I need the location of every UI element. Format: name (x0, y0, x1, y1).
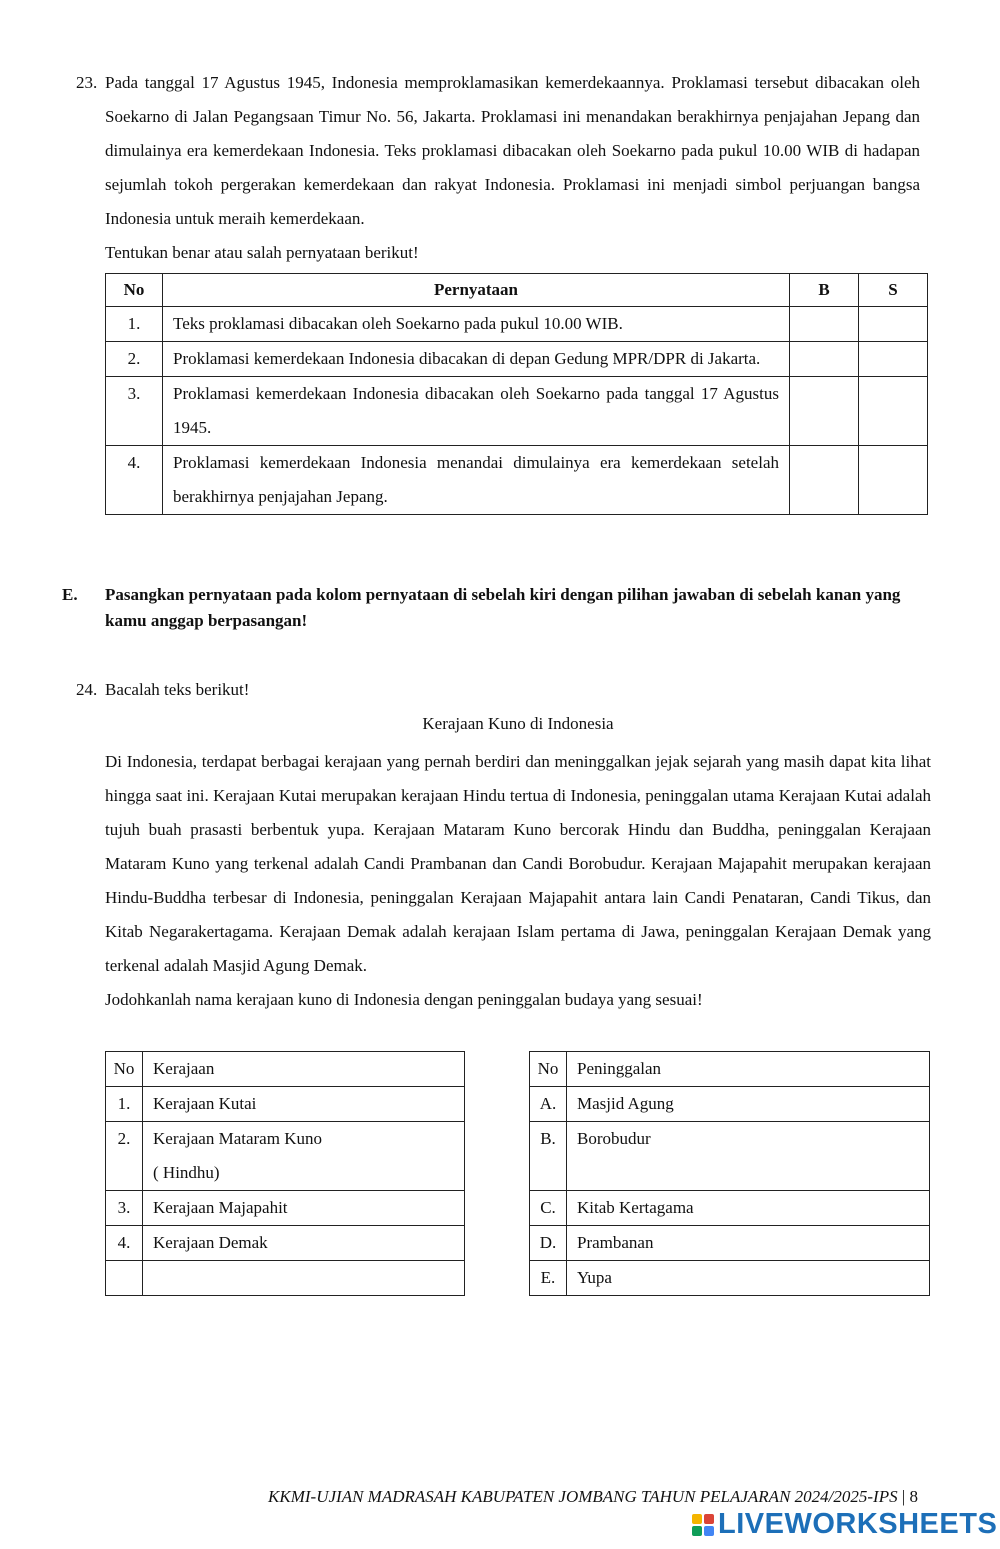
table-header-row (530, 1052, 930, 1087)
false-answer-cell[interactable] (859, 342, 928, 377)
false-answer-cell[interactable] (859, 446, 928, 515)
true-answer-cell[interactable] (790, 446, 859, 515)
header-true: B (790, 274, 859, 307)
heritage-table (529, 1051, 930, 1296)
question-number: 24. (76, 680, 98, 699)
table-row (106, 377, 928, 446)
question-23 (76, 66, 920, 270)
true-false-table (105, 273, 928, 515)
row-letter: D. (530, 1226, 567, 1261)
true-answer-cell[interactable] (790, 377, 859, 446)
false-answer-cell[interactable] (859, 377, 928, 446)
heritage-name: Kitab Kertagama (567, 1191, 930, 1226)
true-answer-cell[interactable] (790, 342, 859, 377)
reading-paragraph: Di Indonesia, terdapat berbagai kerajaan yang pernah berdiri dan meninggalkan jejak sejarah yang masih dapat kita lihat hingga saat ini. Kerajaan Kutai merupakan kerajaan Hindu tertua di Indonesia, peninggalan utama Kerajaan Kutai adalah tujuh buah prasasti berbentuk yupa. Kerajaan Mataram Kuno bercorak Hindu dan Buddha, peninggalan Kerajaan Mataram Kuno yang terkenal adalah Candi Prambanan dan Candi Borobudur. Kerajaan Majapahit merupakan kerajaan Hindu-Buddha terbesar di Indonesia, peninggalan Kerajaan Majapahit antara lain Candi Penataran, Candi Tikus, dan Kitab Negarakertagama. Kerajaan Demak adalah kerajaan Islam pertama di Jawa, peninggalan Kerajaan Demak yang terkenal adalah Masjid Agung Demak. (105, 752, 931, 975)
table-row[interactable] (106, 1122, 465, 1191)
kingdom-name: Kerajaan Demak (143, 1226, 465, 1261)
kingdom-name-line2: ( Hindhu) (153, 1163, 220, 1182)
table-row[interactable] (530, 1122, 930, 1191)
kingdom-name-line1: Kerajaan Mataram Kuno (153, 1129, 322, 1148)
question-instruction: Tentukan benar atau salah pernyataan berikut! (105, 243, 419, 262)
row-statement: Proklamasi kemerdekaan Indonesia dibacakan oleh Soekarno pada tanggal 17 Agustus 1945. (163, 377, 790, 446)
row-letter: A. (530, 1087, 567, 1122)
header-statement: Pernyataan (163, 274, 790, 307)
row-number: 4. (106, 1226, 143, 1261)
table-row[interactable] (530, 1087, 930, 1122)
header-no: No (106, 1052, 143, 1087)
row-letter: C. (530, 1191, 567, 1226)
section-e (62, 582, 922, 634)
kingdom-name (143, 1122, 465, 1191)
heritage-name: Prambanan (567, 1226, 930, 1261)
table-row[interactable] (106, 1087, 465, 1122)
section-letter: E. (62, 585, 78, 604)
row-number: 1. (106, 307, 163, 342)
table-row (106, 446, 928, 515)
header-kingdom: Kerajaan (143, 1052, 465, 1087)
watermark-text: LIVEWORKSHEETS (718, 1508, 998, 1540)
row-statement: Teks proklamasi dibacakan oleh Soekarno pada pukul 10.00 WIB. (163, 307, 790, 342)
kingdom-name: Kerajaan Majapahit (143, 1191, 465, 1226)
true-answer-cell[interactable] (790, 307, 859, 342)
row-number: 1. (106, 1087, 143, 1122)
header-no: No (106, 274, 163, 307)
row-letter: B. (530, 1122, 567, 1191)
empty-cell (106, 1261, 143, 1296)
table-row[interactable] (106, 1191, 465, 1226)
table-row (106, 342, 928, 377)
row-number: 3. (106, 1191, 143, 1226)
page-number: | 8 (901, 1487, 918, 1506)
footer-text: KKMI-UJIAN MADRASAH KABUPATEN JOMBANG TAHUN PELAJARAN 2024/2025-IPS (268, 1487, 898, 1506)
row-number: 4. (106, 446, 163, 515)
section-instruction: Pasangkan pernyataan pada kolom pernyataan di sebelah kiri dengan pilihan jawaban di sebelah kanan yang kamu anggap berpasangan! (105, 585, 901, 630)
table-row[interactable] (530, 1226, 930, 1261)
empty-cell (143, 1261, 465, 1296)
header-false: S (859, 274, 928, 307)
kingdom-table (105, 1051, 465, 1296)
table-row[interactable] (106, 1226, 465, 1261)
heritage-name-text: Borobudur (577, 1129, 651, 1148)
row-number: 2. (106, 342, 163, 377)
row-letter: E. (530, 1261, 567, 1296)
question-paragraph: Pada tanggal 17 Agustus 1945, Indonesia memproklamasikan kemerdekaannya. Proklamasi tersebut dibacakan oleh Soekarno di Jalan Pegangsaan Timur No. 56, Jakarta. Proklamasi ini menandakan berakhirnya penjajahan Jepang dan dimulainya era kemerdekaan Indonesia. Teks proklamasi dibacakan oleh Soekarno pada pukul 10.00 WIB di hadapan sejumlah tokoh pergerakan kemerdekaan dan rakyat Indonesia. Proklamasi ini menjadi simbol perjuangan bangsa Indonesia untuk meraih kemerdekaan. (105, 73, 920, 228)
heritage-name (567, 1122, 930, 1191)
row-number: 2. (106, 1122, 143, 1191)
liveworksheets-logo-icon (692, 1514, 714, 1536)
header-heritage: Peninggalan (567, 1052, 930, 1087)
question-instruction: Jodohkanlah nama kerajaan kuno di Indonesia dengan peninggalan budaya yang sesuai! (105, 990, 703, 1009)
liveworksheets-watermark (692, 1508, 997, 1541)
reading-title: Kerajaan Kuno di Indonesia (422, 714, 614, 733)
table-row (106, 307, 928, 342)
page-footer (165, 1487, 918, 1507)
heritage-name: Masjid Agung (567, 1087, 930, 1122)
row-statement: Proklamasi kemerdekaan Indonesia menandai dimulainya era kemerdekaan setelah berakhirnya penjajahan Jepang. (163, 446, 790, 515)
table-row-empty (106, 1261, 465, 1296)
heritage-name: Yupa (567, 1261, 930, 1296)
header-no: No (530, 1052, 567, 1087)
question-number: 23. (76, 73, 98, 92)
question-intro: Bacalah teks berikut! (105, 680, 250, 699)
table-row[interactable] (530, 1261, 930, 1296)
table-row[interactable] (530, 1191, 930, 1226)
table-header-row (106, 1052, 465, 1087)
row-number: 3. (106, 377, 163, 446)
row-statement: Proklamasi kemerdekaan Indonesia dibacakan di depan Gedung MPR/DPR di Jakarta. (163, 342, 790, 377)
kingdom-name: Kerajaan Kutai (143, 1087, 465, 1122)
question-24 (76, 677, 931, 1013)
false-answer-cell[interactable] (859, 307, 928, 342)
